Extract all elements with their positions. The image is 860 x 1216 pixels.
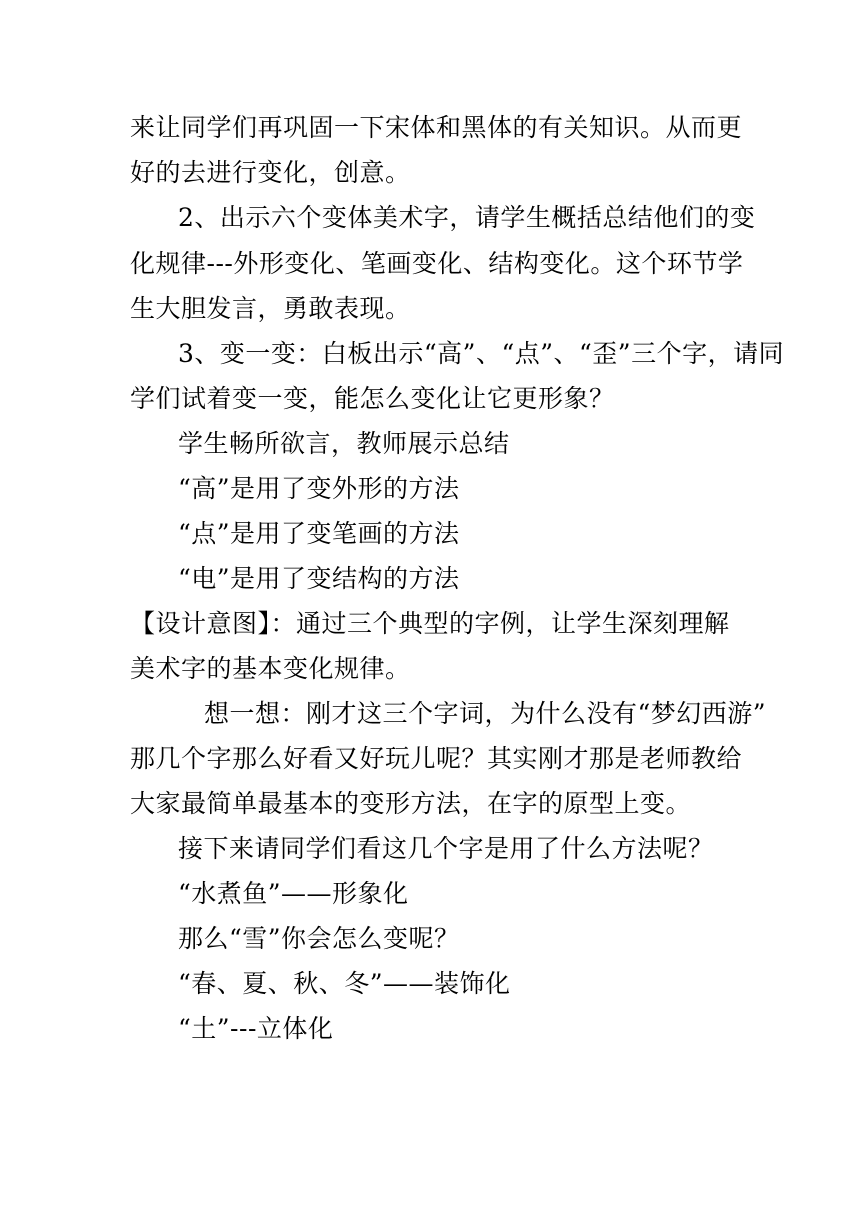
- text-line: 2、出示六个变体美术字，请学生概括总结他们的变: [178, 203, 756, 232]
- text-line: 化规律---外形变化、笔画变化、结构变化。这个环节学: [130, 249, 744, 278]
- text-line: 【设计意图】：通过三个典型的字例，让学生深刻理解: [130, 609, 730, 638]
- text-line: “春、夏、秋、冬”——装饰化: [178, 969, 511, 998]
- text-line: “电”是用了变结构的方法: [178, 564, 460, 593]
- text-line: “高”是用了变外形的方法: [178, 474, 460, 503]
- text-line: 学生畅所欲言，教师展示总结: [178, 429, 510, 458]
- text-line: 生大胆发言，勇敢表现。: [130, 294, 411, 323]
- text-line: 那几个字那么好看又好玩儿呢？其实刚才那是老师教给: [130, 744, 743, 773]
- text-line: 大家最简单最基本的变形方法，在字的原型上变。: [130, 789, 692, 818]
- text-line: 好的去进行变化，创意。: [130, 158, 411, 187]
- text-line: 学们试着变一变，能怎么变化让它更形象？: [130, 384, 615, 413]
- text-line: 想一想：刚才这三个字词，为什么没有“梦幻西游”: [204, 699, 767, 728]
- text-line: 那么“雪”你会怎么变呢？: [178, 924, 460, 953]
- text-line: 3、变一变：白板出示“高”、“点”、“歪”三个字，请同: [178, 339, 785, 368]
- text-line: “水煮鱼”——形象化: [178, 879, 409, 908]
- text-line: 接下来请同学们看这几个字是用了什么方法呢？: [178, 834, 714, 863]
- text-line: 美术字的基本变化规律。: [130, 654, 411, 683]
- text-line: “点”是用了变笔画的方法: [178, 519, 460, 548]
- text-line: 来让同学们再巩固一下宋体和黑体的有关知识。从而更: [130, 113, 743, 142]
- text-line: “土”---立体化: [178, 1014, 334, 1043]
